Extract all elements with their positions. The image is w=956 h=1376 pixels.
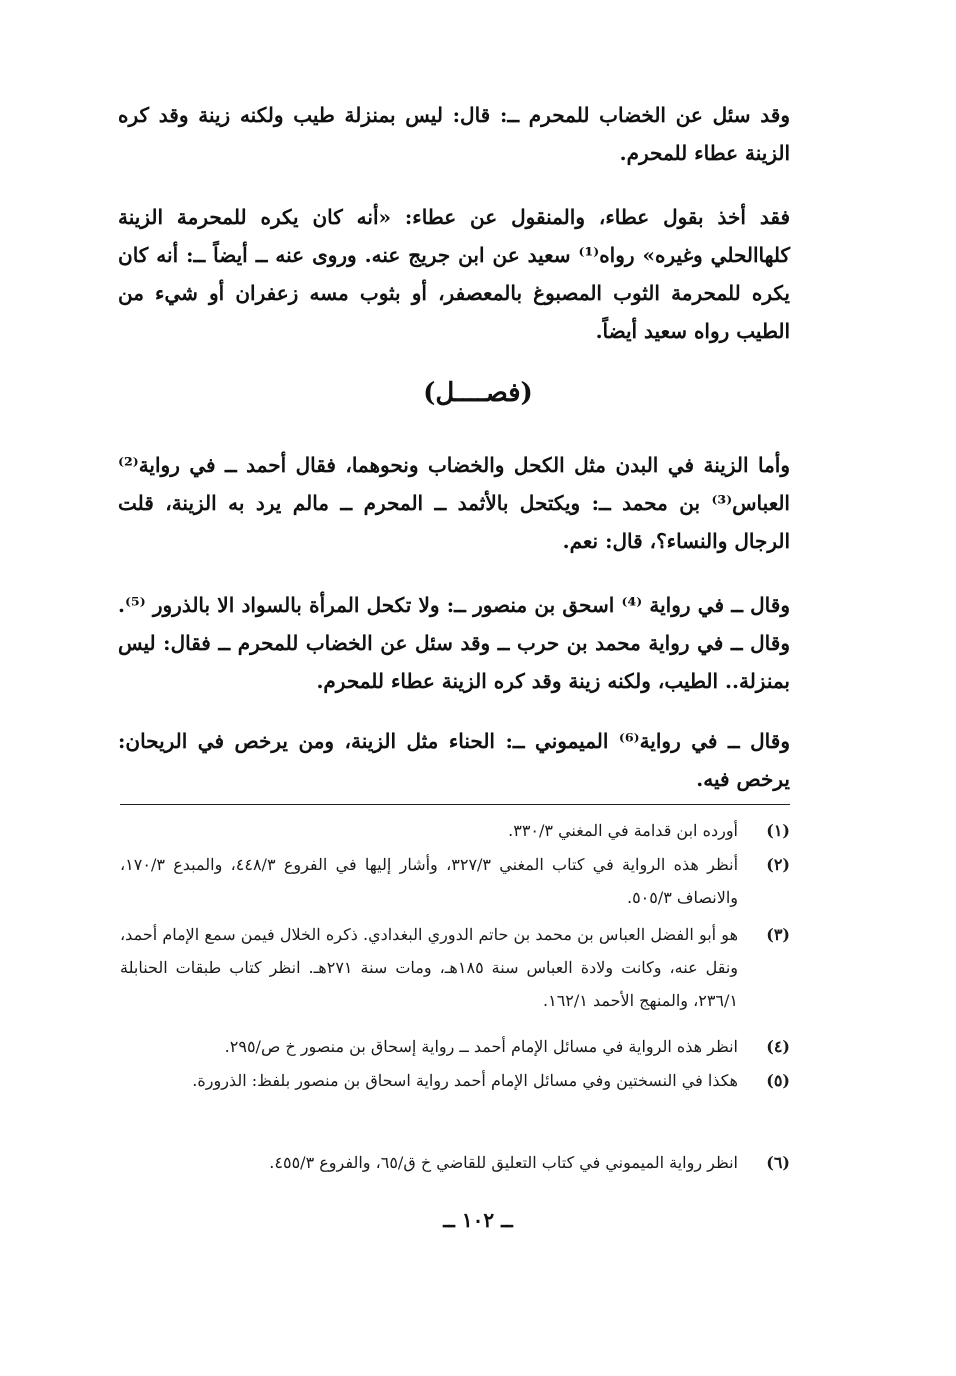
- footnote-number: (٣): [766, 925, 790, 944]
- paragraph-2: فقد أخذ بقول عطاء، والمنقول عن عطاء: «أنه كان يكره للمحرمة الزينة كلهاالحلي وغيره» رواه⁽¹⁾ سعيد عن ابن جريج عنه. وروى عنه ــ أيضاً ــ: أنه كان يكره للمحرمة الثوب المصبوغ بالمعصفر، أو بثوب مسه زعفران أو شيء من الطيب رواه سعيد أيضاً.: [118, 205, 790, 343]
- footnote-number: (٦): [766, 1153, 790, 1172]
- footnote-2: [120, 848, 790, 914]
- paragraph-1: وقد سئل عن الخضاب للمحرم ــ: قال: ليس بمنزلة طيب ولكنه زينة وقد كره الزينة عطاء للمحرم.: [118, 103, 790, 165]
- paragraph-5: وقال ــ في رواية⁽⁶⁾ الميموني ــ: الحناء مثل الزينة، ومن يرخص في الريحان: يرخص فيه.: [118, 729, 790, 791]
- section-heading: (فصــــل): [423, 378, 533, 408]
- footnote-text: انظر هذه الرواية في مسائل الإمام أحمد ــ رواية إسحاق بن منصور خ ص/٢٩٥.: [224, 1037, 738, 1056]
- footnote-text: هكذا في النسختين وفي مسائل الإمام أحمد رواية اسحاق بن منصور بلفظ: الذرورة.: [192, 1071, 738, 1090]
- footnote-divider: [120, 804, 790, 805]
- footnote-5: [120, 1064, 790, 1097]
- paragraph-3: وأما الزينة في البدن مثل الكحل والخضاب ونحوهما، فقال أحمد ــ في رواية⁽²⁾ العباس⁽³⁾ بن محمد ــ: ويكتحل بالأثمد ــ المحرم ــ مالم يرد به الزينة، قلت الرجال والنساء؟، قال: نعم.: [118, 453, 790, 553]
- footnote-3: [120, 918, 790, 1017]
- footnote-number: (١): [766, 821, 790, 840]
- footnote-4: [120, 1030, 790, 1063]
- footnote-text: أنظر هذه الرواية في كتاب المغني ٣٢٧/٣، وأشار إليها في الفروع ٤٤٨/٣، والمبدع ١٧٠/٣، والانصاف ٥٠٥/٣.: [120, 855, 739, 907]
- footnote-text: هو أبو الفضل العباس بن محمد بن حاتم الدوري البغدادي. ذكره الخلال فيمن سمع الإمام أحمد، ونقل عنه، وكانت ولادة العباس سنة ١٨٥هـ، ومات سنة ٢٧١هـ. انظر كتاب طبقات الحنابلة ٢٣٦/١، والمنهج الأحمد ١٦٢/١.: [120, 925, 739, 1010]
- footnote-number: (٥): [766, 1071, 790, 1090]
- footnote-number: (٢): [766, 855, 790, 874]
- footnote-text: أورده ابن قدامة في المغني ٣٣٠/٣.: [508, 821, 738, 840]
- footnote-number: (٤): [766, 1037, 790, 1056]
- paragraph-4: وقال ــ في رواية ⁽⁴⁾ اسحق بن منصور ــ: ولا تكحل المرأة بالسواد الا بالذرور ⁽⁵⁾. وقال ــ في رواية محمد بن حرب ــ وقد سئل عن الخضاب للمحرم ــ فقال: ليس بمنزلة.. الطيب، ولكنه زينة وقد كره الزينة عطاء للمحرم.: [118, 593, 790, 693]
- footnote-6: [120, 1146, 790, 1179]
- page-number: ــ ١٠٢ ــ: [443, 1208, 513, 1232]
- footnote-text: انظر رواية الميموني في كتاب التعليق للقاضي خ ق/٦٥، والفروع ٤٥٥/٣.: [269, 1153, 738, 1172]
- footnote-1: [120, 814, 790, 847]
